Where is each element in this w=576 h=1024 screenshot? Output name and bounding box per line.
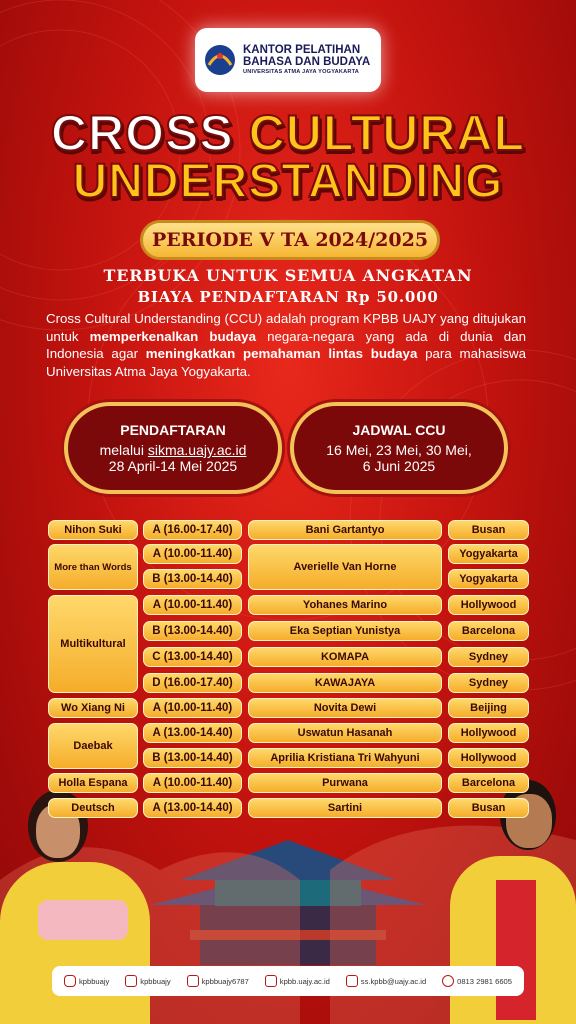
logo-line-2: BAHASA DAN BUDAYA [243, 56, 371, 69]
tutor-name: Purwana [248, 773, 442, 793]
session-time: D (16.00-17.40) [143, 673, 242, 693]
tutor-name: KAWAJAYA [248, 673, 442, 693]
schedule-title: JADWAL CCU [352, 421, 446, 438]
class-theme-location: Beijing [448, 698, 529, 718]
periode-banner: PERIODE V TA 2024/2025 [140, 220, 440, 260]
kpbb-emblem-icon [203, 43, 237, 77]
tutor-name: Bani Gartantyo [248, 520, 442, 540]
logo-line-3: UNIVERSITAS ATMA JAYA YOGYAKARTA [243, 69, 360, 76]
x-twitter-icon [125, 975, 137, 987]
session-time: A (13.00-14.40) [143, 723, 242, 743]
class-theme-location: Hollywood [448, 748, 529, 768]
class-name: Daebak [48, 723, 138, 769]
main-title-line-1 [0, 105, 576, 161]
session-time: C (13.00-14.40) [143, 647, 242, 667]
tutor-name: Aprilia Kristiana Tri Wahyuni [248, 748, 442, 768]
class-theme-location: Yogyakarta [448, 544, 529, 564]
main-title-line-2: UNDERSTANDING [72, 155, 504, 208]
phone-icon [442, 975, 454, 987]
footer-email[interactable]: ss.kpbb@uajy.ac.id [346, 975, 426, 987]
program-description: Cross Cultural Understanding (CCU) adalah program KPBB UAJY yang ditujukan untuk memperkenalkan budaya negara-negara yang ada di dunia dan Indonesia agar meningkatkan pemahaman lintas budaya para mahasiswa Universitas Atma Jaya Yogyakarta. [46, 311, 526, 380]
class-theme-location: Sydney [448, 647, 529, 667]
website-icon [265, 975, 277, 987]
open-enrollment-heading: TERBUKA UNTUK SEMUA ANGKATAN [103, 266, 473, 285]
class-theme-location: Sydney [448, 673, 529, 693]
title-cultural: CULTURAL [248, 105, 526, 161]
session-time: B (13.00-14.40) [143, 748, 242, 768]
session-time: A (10.00-11.40) [143, 698, 242, 718]
registration-link[interactable]: sikma.uajy.ac.id [147, 441, 247, 458]
class-theme-location: Barcelona [448, 621, 529, 641]
tutor-name: Yohanes Marino [248, 595, 442, 615]
session-time: A (10.00-11.40) [143, 544, 242, 564]
class-theme-location: Busan [448, 798, 529, 818]
class-name: More than Words [48, 544, 138, 590]
session-time: A (16.00-17.40) [143, 520, 242, 540]
title-cross: CROSS [50, 105, 249, 161]
registration-title: PENDAFTARAN [120, 421, 226, 438]
contact-footer [52, 966, 524, 996]
class-name: Multikultural [48, 595, 138, 693]
class-theme-location: Yogyakarta [448, 569, 529, 589]
tutor-name: Averielle Van Horne [248, 544, 442, 590]
logo-line-1: KANTOR PELATIHAN [243, 44, 361, 56]
footer-phone[interactable]: 0813 2981 6605 [442, 975, 512, 987]
class-theme-location: Barcelona [448, 773, 529, 793]
tutor-name: Eka Septian Yunistya [248, 621, 442, 641]
session-time: B (13.00-14.40) [143, 569, 242, 589]
instagram-icon [64, 975, 76, 987]
session-time: B (13.00-14.40) [143, 621, 242, 641]
class-theme-location: Hollywood [448, 723, 529, 743]
class-theme-location: Busan [448, 520, 529, 540]
class-name: Nihon Suki [48, 520, 138, 540]
youtube-icon [187, 975, 199, 987]
tutor-name: Novita Dewi [248, 698, 442, 718]
class-name: Deutsch [48, 798, 138, 818]
class-name: Wo Xiang Ni [48, 698, 138, 718]
tutor-name: Uswatun Hasanah [248, 723, 442, 743]
session-time: A (13.00-14.40) [143, 798, 242, 818]
tutor-name: Sartini [248, 798, 442, 818]
registration-badge [64, 402, 282, 494]
kpbb-logo [195, 28, 381, 92]
email-icon [346, 975, 358, 987]
registration-fee-heading: BIAYA PENDAFTARAN Rp 50.000 [137, 288, 439, 306]
session-time: A (10.00-11.40) [143, 773, 242, 793]
footer-website[interactable]: kpbb.uajy.ac.id [265, 975, 330, 987]
footer-youtube[interactable]: kpbbuajy6787 [187, 975, 249, 987]
footer-instagram[interactable]: kpbbuajy [64, 975, 109, 987]
schedule-badge [290, 402, 508, 494]
schedule-dates: 16 Mei, 23 Mei, 30 Mei, 6 Juni 2025 [326, 441, 472, 474]
class-name: Holla Espana [48, 773, 138, 793]
session-time: A (10.00-11.40) [143, 595, 242, 615]
registration-info: melalui sikma.uajy.ac.id 28 April-14 Mei 2025 [99, 441, 247, 474]
footer-x[interactable]: kpbbuajy [125, 975, 170, 987]
tutor-name: KOMAPA [248, 647, 442, 667]
class-theme-location: Hollywood [448, 595, 529, 615]
